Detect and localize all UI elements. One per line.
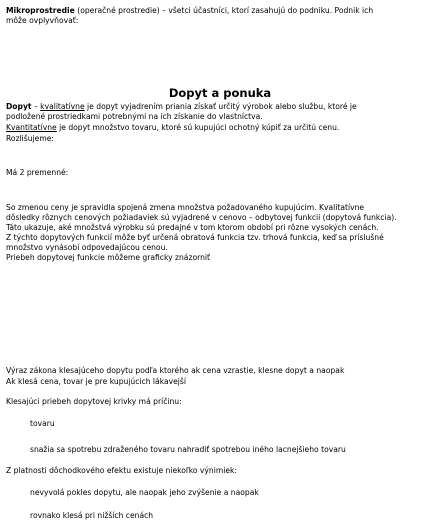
- paragraph-line: podložené prostriedkami potrebnými na ich získanie do vlastníctva.: [6, 112, 263, 121]
- paragraph-line: Klesajúci priebeh dopytovej krivky má príčinu:: [6, 397, 182, 406]
- paragraph-mikroprostredie: Mikroprostredie (operačné prostredie) – všetci účastníci, ktorí zasahujú do podniku. Podnik ich: [6, 6, 374, 15]
- paragraph-line: rovnako klesá pri nižších cenách: [30, 511, 154, 520]
- paragraph-line: môže ovplyvňovať:: [6, 16, 79, 25]
- paragraph-line: nevyvolá pokles dopytu, ale naopak jeho zvýšenie a naopak: [30, 488, 259, 497]
- section-heading: Dopyt a ponuka: [168, 86, 272, 100]
- paragraph-line: Má 2 premenné:: [6, 168, 69, 177]
- paragraph-line: snažia sa spotrebu zdraženého tovaru nahradiť spotrebou iného lacnejšieho tovaru: [30, 445, 346, 454]
- paragraph-line: tovaru: [30, 419, 55, 428]
- paragraph-line: dôsledky rôznych cenových požiadaviek sú vyjadrené v cenovo – odbytovej funkcii (dopytová funkcia).: [6, 213, 397, 222]
- definition-dopyt: Dopyt – kvalitatívne je dopyt vyjadrením priania získať určitý výrobok alebo službu, ktoré je: [6, 102, 357, 111]
- definition-kvantitativne: Kvantitatívne je dopyt množstvo tovaru, ktoré sú kupujúci ochotný kúpiť za určitú cenu.: [6, 123, 340, 132]
- paragraph-line: Priebeh dopytovej funkcie môžeme graficky znázorniť: [6, 253, 210, 262]
- paragraph-line: Z týchto dopytových funkcií môže byť určená obratová funkcia tzv. trhová funkcia, keď sa príslušné: [6, 233, 384, 242]
- paragraph-line: Z platnosti dôchodkového efektu existuje niekoľko výnimiek:: [6, 466, 237, 475]
- paragraph-line: Výraz zákona klesajúceho dopytu podľa ktorého ak cena vzrastie, klesne dopyt a naopak: [6, 366, 345, 375]
- paragraph-line: Ak klesá cena, tovar je pre kupujúcich lákavejší: [6, 377, 186, 386]
- paragraph-line: So zmenou ceny je spravidla spojená zmena množstva požadovaného kupujúcim. Kvalitatívne: [6, 203, 365, 212]
- paragraph-line: množstvo vynásobí odpovedajúcou cenou.: [6, 243, 168, 252]
- paragraph-line: Táto ukazuje, aké množstvá výrobku sú predajné v tom ktorom období pri rôzne vysokých cenách.: [6, 223, 379, 232]
- paragraph-line: Rozlišujeme:: [6, 134, 54, 143]
